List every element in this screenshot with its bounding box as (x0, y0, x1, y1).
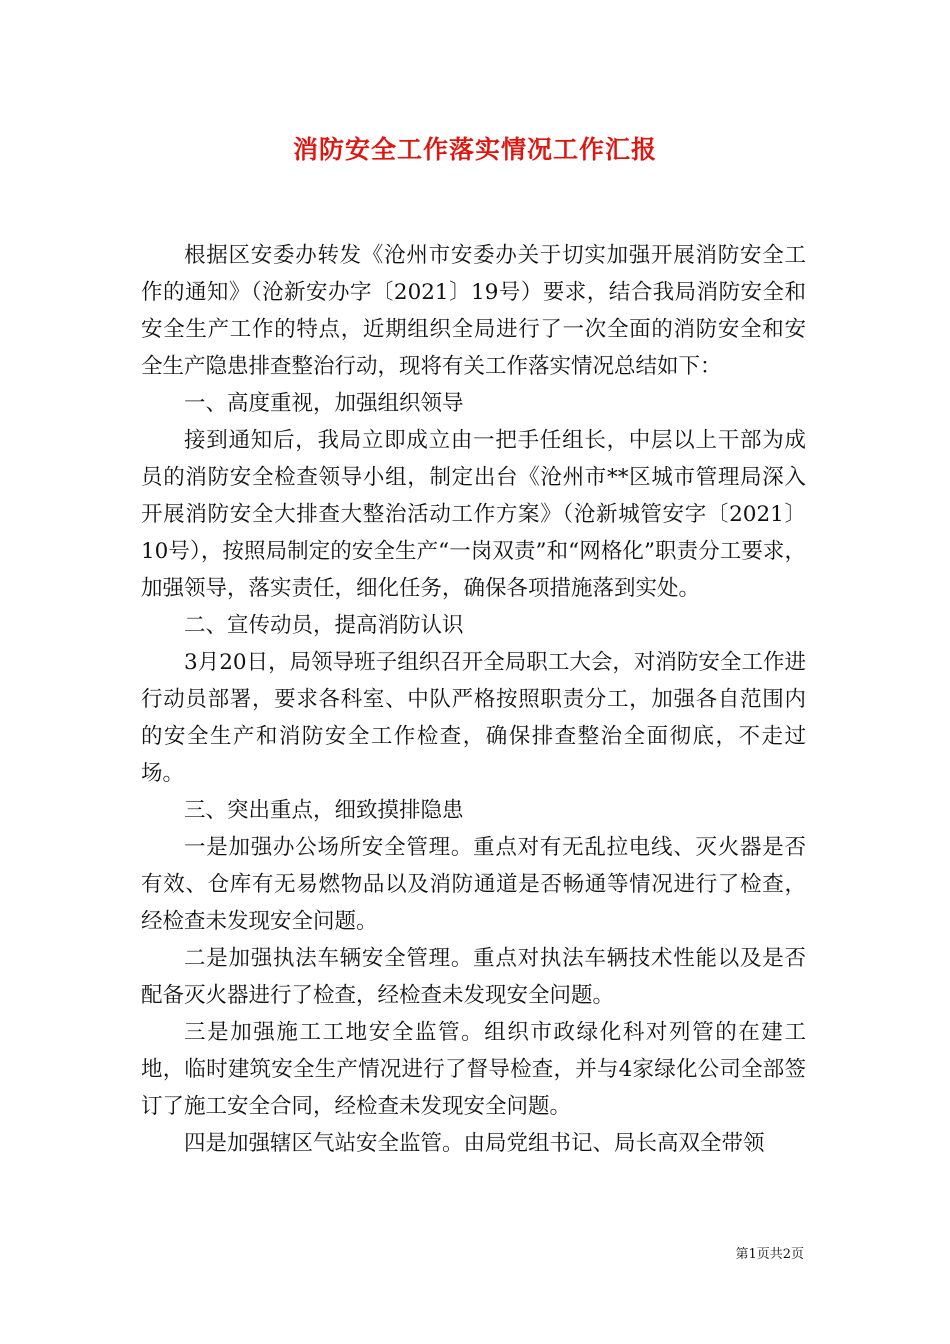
section-heading-2: 二、宣传动员，提高消防认识 (184, 613, 464, 638)
paragraph-intro: 根据区安委办转发《沧州市安委办关于切实加强开展消防安全工作的通知》（沧新安办字〔2021〕19号）要求，结合我局消防安全和安全生产工作的特点，近期组织全局进行了一次全面的消防安全和安全生产隐患排查整治行动，现将有关工作落实情况总结如下： (141, 243, 806, 379)
document-title: 消防安全工作落实情况工作汇报 (292, 135, 657, 164)
paragraph-item-2: 二是加强执法车辆安全管理。重点对执法车辆技术性能以及是否配备灭火器进行了检查，经检查未发现安全问题。 (141, 946, 806, 1008)
paragraph-section-2: 3月20日，局领导班子组织召开全局职工大会，对消防安全工作进行动员部署，要求各科室、中队严格按照职责分工，加强各自范围内的安全生产和消防安全工作检查，确保排查整治全面彻底，不走过场。 (141, 650, 806, 786)
paragraph-item-3: 三是加强施工工地安全监管。组织市政绿化科对列管的在建工地，临时建筑安全生产情况进行了督导检查，并与4家绿化公司全部签订了施工安全合同，经检查未发现安全问题。 (141, 1020, 806, 1119)
paragraph-item-1: 一是加强办公场所安全管理。重点对有无乱拉电线、灭火器是否有效、仓库有无易燃物品以及消防通道是否畅通等情况进行了检查，经检查未发现安全问题。 (141, 835, 806, 934)
paragraph-item-4: 四是加强辖区气站安全监管。由局党组书记、局长高双全带领 (184, 1131, 765, 1156)
paragraph-section-1: 接到通知后，我局立即成立由一把手任组长，中层以上干部为成员的消防安全检查领导小组，制定出台《沧州市**区城市管理局深入开展消防安全大排查大整治活动工作方案》（沧新城管安字〔2021〕10号），按照局制定的安全生产“一岗双责”和“网格化”职责分工要求，加强领导，落实责任，细化任务，确保各项措施落到实处。 (141, 428, 806, 601)
section-heading-3: 三、突出重点，细致摸排隐患 (184, 798, 464, 823)
page-number-footer: 第1页共2页 (735, 1247, 804, 1262)
section-heading-1: 一、高度重视，加强组织领导 (184, 391, 464, 416)
document-body (141, 237, 806, 1162)
